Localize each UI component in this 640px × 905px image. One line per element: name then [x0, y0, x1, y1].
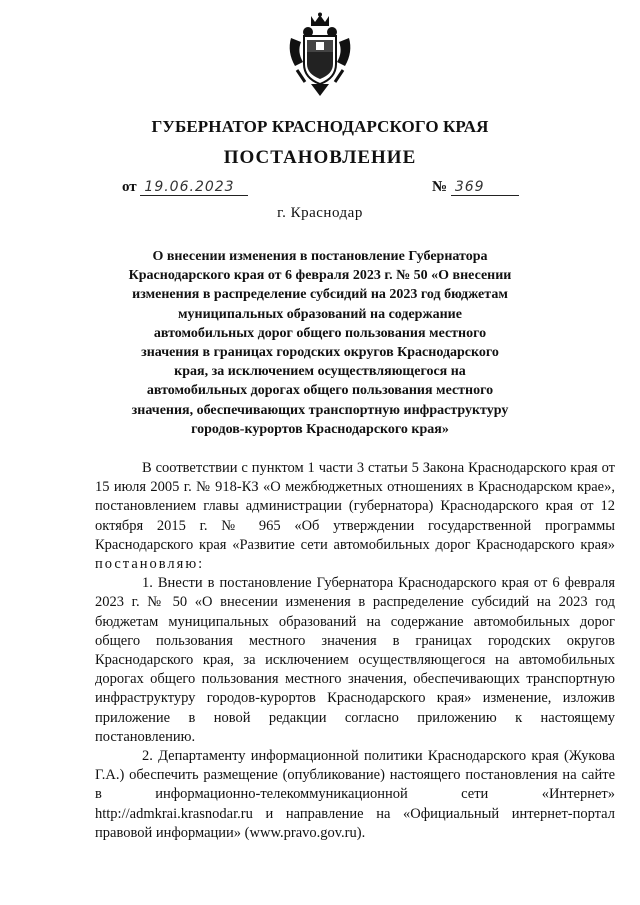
body-paragraph-2: 2. Департаменту информационной политики Краснодарского края (Жукова Г.А.) обеспечить размещение (опубликование) настоящего постановления на сайте в информационно-телекоммуникационной сети «Интернет» http://admkrai.krasnodar.ru и направление на «Официальный интернет-портал правовой информации» (www.pravo.gov.ru). — [95, 748, 615, 841]
document-type: ПОСТАНОВЛЕНИЕ — [223, 147, 417, 168]
document-number — [432, 179, 519, 196]
document-body — [95, 459, 615, 843]
body-paragraph-preamble — [95, 459, 615, 574]
number-prefix: № — [432, 179, 448, 195]
city-location: г. Краснодар — [277, 205, 363, 221]
body-paragraph-1: 1. Внести в постановление Губернатора Краснодарского края от 6 февраля 2023 г. № 50 «О внесении изменения в распределение субсидий на 2023 год бюджетам муниципальных образований на содержание автомобильных дорог общего пользования местного значения в границах городских округов Краснодарского края, за исключением осуществляющегося на автомобильных дорогах общего пользования местного значения, обеспечивающих транспортную инфраструктуру городов-курортов Краснодарского края» изменение, изложив приложение в новой редакции согласно приложению к настоящему постановлению. — [95, 575, 615, 745]
krasnodar-coat-of-arms-icon — [283, 12, 357, 98]
date-prefix: от — [122, 179, 137, 195]
date-value: 19.06.2023 — [140, 179, 248, 196]
number-value: 369 — [451, 179, 519, 196]
preamble-text: В соответствии с пунктом 1 части 3 статьи 5 Закона Краснодарского края от 15 июля 2005 г. № 918-КЗ «О межбюджетных отношениях в Краснодарском крае», постановлением главы администрации (губернатора) Краснодарского края от 12 октября 2015 г. № 965 «Об утверждении государственной программы Краснодарского края «Развитие сети автомобильных дорог Краснодарского края» — [95, 460, 615, 553]
resolution-keyword: постановляю: — [95, 556, 205, 573]
issuing-authority: ГУБЕРНАТОР КРАСНОДАРСКОГО КРАЯ — [151, 117, 489, 136]
document-subject: О внесении изменения в постановление Губернатора Краснодарского края от 6 февраля 2023 г. № 50 «О внесении изменения в распределение субсидий на 2023 год бюджетам муниципальных образований на содержание автомобильных дорог общего пользования местного значения в границах городских округов Краснодарского края, за исключением осуществляющегося на автомобильных дорогах общего пользования местного значения, обеспечивающих транспортную инфраструктуру городов-курортов Краснодарского края» — [128, 249, 512, 437]
document-date — [122, 179, 248, 196]
